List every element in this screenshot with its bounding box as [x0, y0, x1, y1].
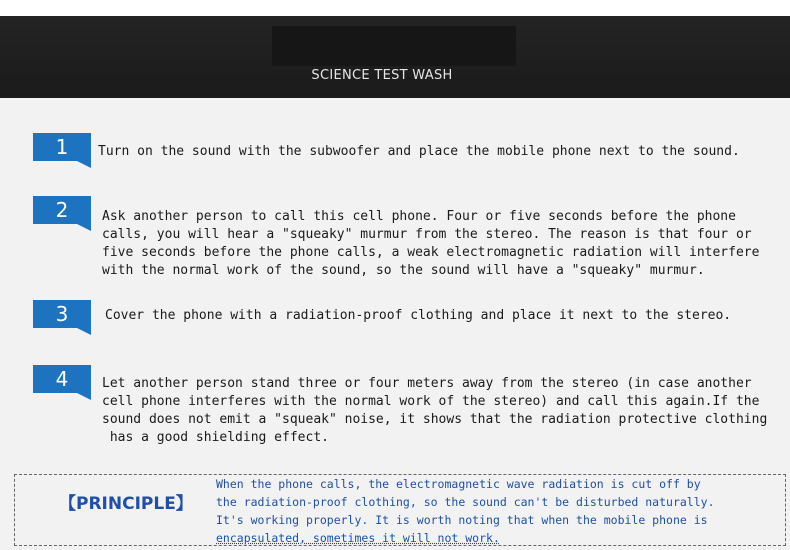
step-line: with the normal work of the sound, so the sound will have a "squeaky" murmur.	[102, 263, 705, 278]
principle-line: It's working properly. It is worth noting that when the mobile phone is	[216, 513, 708, 527]
step-text	[105, 307, 731, 325]
principle-line: the radiation-proof clothing, so the sound can't be disturbed naturally.	[216, 495, 715, 509]
step-line: Turn on the sound with the subwoofer and place the mobile phone next to the sound.	[98, 144, 740, 159]
step-line: calls, you will hear a "squeaky" murmur from the stereo. The reason is that four or	[102, 227, 752, 242]
step-line: Let another person stand three or four meters away from the stereo (in case another	[102, 376, 752, 391]
step-line: five seconds before the phone calls, a weak electromagnetic radiation will interfere	[102, 245, 760, 260]
principle-text	[216, 475, 715, 547]
header-banner	[0, 0, 790, 98]
step-text	[102, 375, 767, 447]
step-line: Ask another person to call this cell phone. Four or five seconds before the phone	[102, 209, 736, 224]
principle-label: 【PRINCIPLE】	[59, 494, 193, 514]
header-top-strip	[0, 0, 790, 16]
step-line: cell phone interferes with the normal work of the stereo) and call this again.If the	[102, 394, 760, 409]
step-text	[102, 208, 759, 280]
page-title: SCIENCE TEST WASH	[311, 68, 453, 83]
step-line: sound does not emit a "squeak" noise, it shows that the radiation protective clothing	[102, 412, 768, 427]
step-number-badge: 1	[33, 133, 91, 161]
step-line: Cover the phone with a radiation-proof clothing and place it next to the stereo.	[105, 308, 732, 323]
principle-line: encapsulated, sometimes it will not work.	[216, 531, 500, 545]
step-number-badge: 4	[33, 365, 91, 393]
step-line: has a good shielding effect.	[102, 430, 329, 445]
step-number-badge: 2	[33, 196, 91, 224]
step-text	[98, 143, 740, 161]
header-logo-box	[272, 26, 516, 66]
principle-line: When the phone calls, the electromagnetic wave radiation is cut off by	[216, 477, 701, 491]
step-number-badge: 3	[33, 300, 91, 328]
principle-box	[14, 474, 786, 546]
